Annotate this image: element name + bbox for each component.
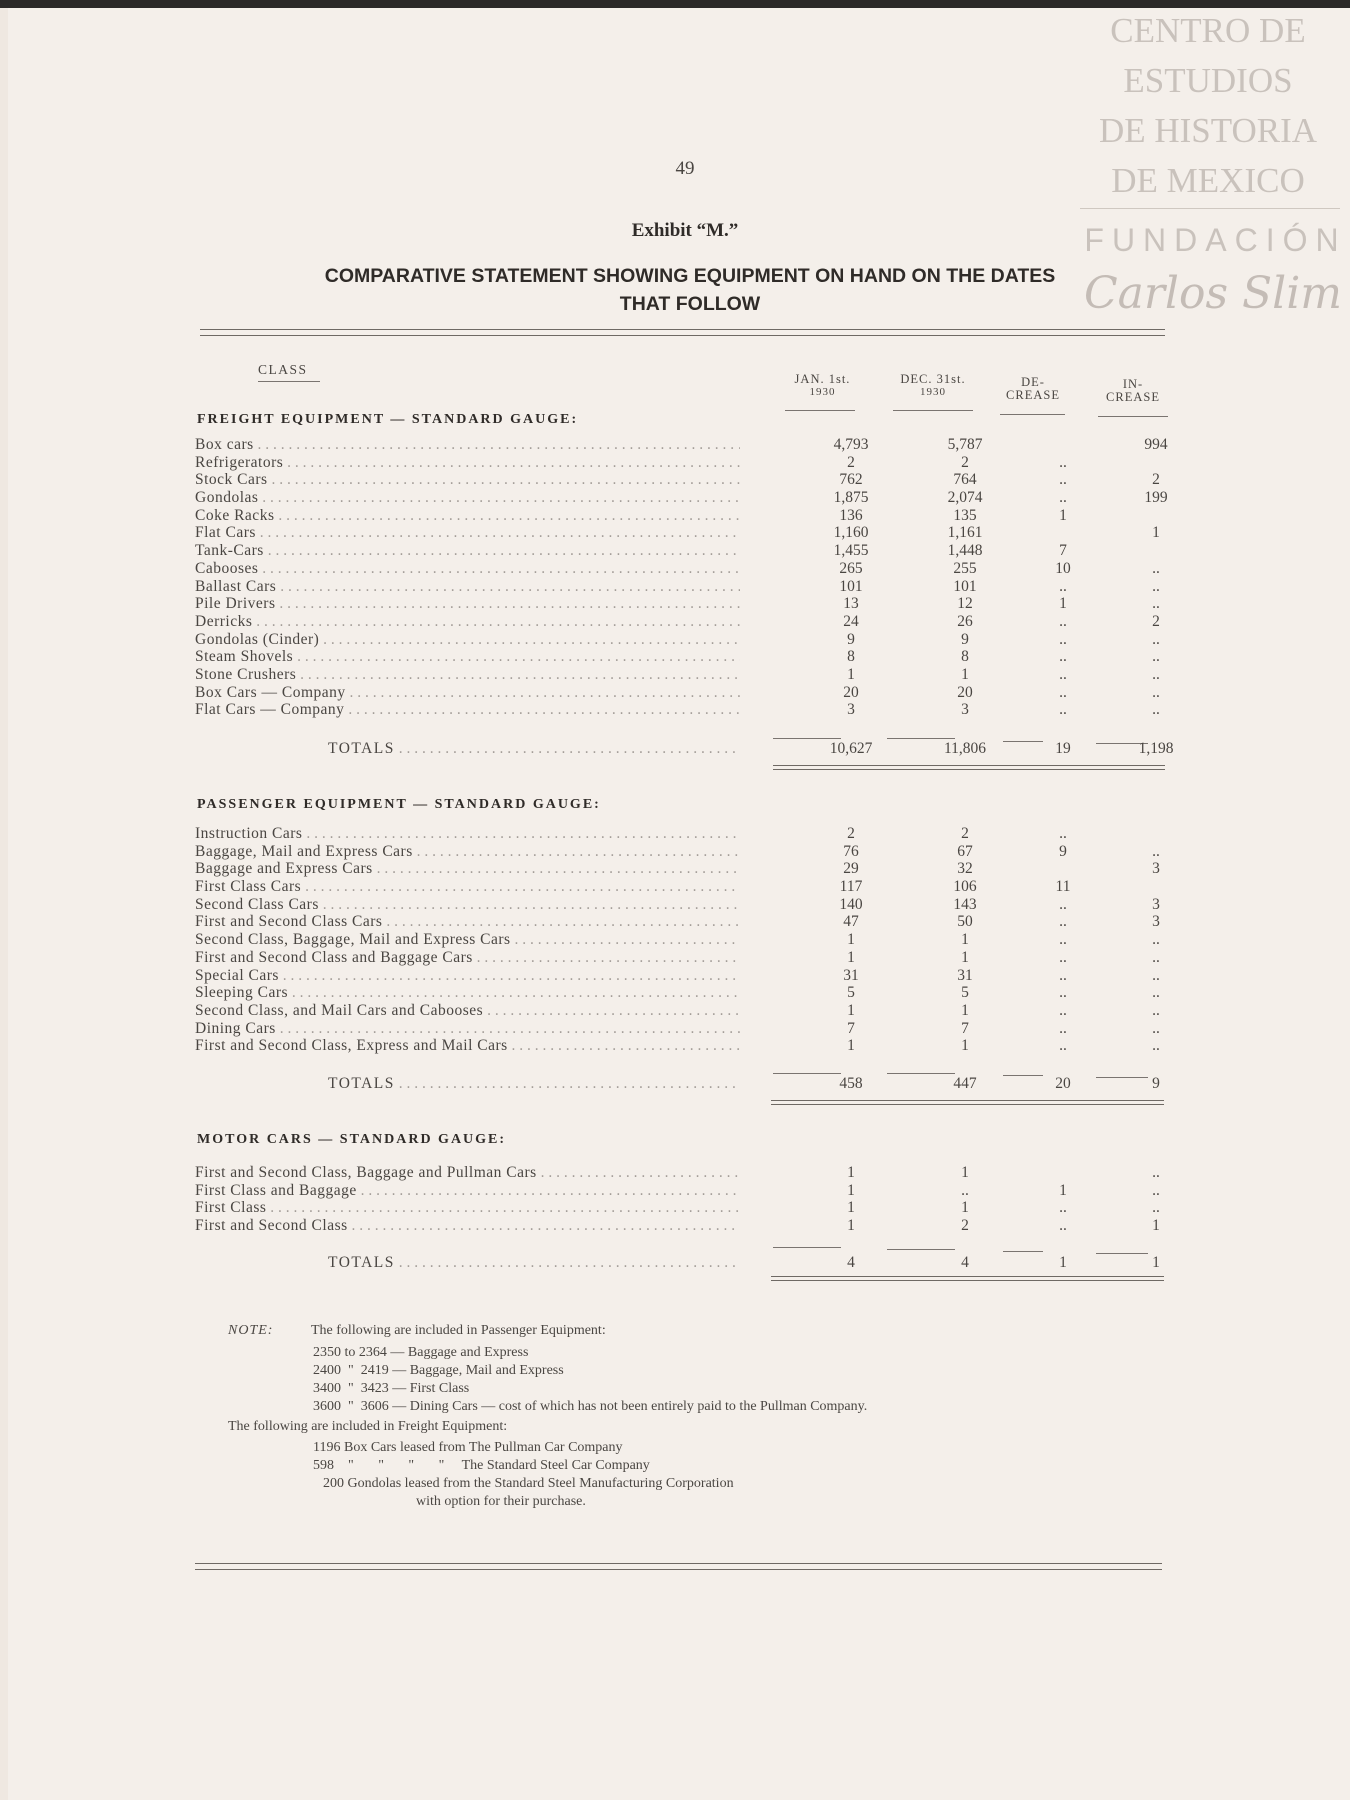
freight-totals-double-rule (773, 765, 1165, 770)
jan-value: 3 (847, 701, 855, 719)
section-heading-passenger: PASSENGER EQUIPMENT — STANDARD GAUGE: (197, 797, 601, 812)
dec-underline (893, 410, 973, 411)
decrease-value: .. (1059, 1217, 1067, 1235)
dec-value: 50 (957, 913, 973, 931)
dec-value: 1 (961, 1001, 969, 1019)
row-label: Flat Cars — Company . . . (195, 701, 740, 719)
row-label: Second Class, and Mail Cars and Cabooses . . . (195, 1002, 740, 1020)
decrease-value: .. (1059, 1019, 1067, 1037)
row-label: Baggage and Express Cars . . . (195, 860, 740, 878)
exhibit-label: Exhibit “M.” (631, 220, 739, 241)
total-dec: 11,806 (943, 740, 987, 757)
jan-value: 13 (843, 595, 859, 613)
table-row (195, 454, 1180, 472)
table-row (195, 631, 1180, 649)
passenger-totals-row (195, 1075, 1180, 1097)
decrease-value: 9 (1059, 842, 1067, 860)
title-line: THAT FOLLOW (619, 293, 761, 315)
increase-value: .. (1152, 648, 1160, 666)
note-freight-line: 1196 Box Cars leased from The Pullman Car Company (313, 1440, 623, 1455)
row-label: Stock Cars . . . (195, 471, 740, 489)
column-header-dec-year: 1930 (920, 386, 946, 398)
increase-value: 1 (1152, 1217, 1160, 1235)
increase-value: .. (1152, 630, 1160, 648)
dec-value: 32 (957, 860, 973, 878)
table-row (195, 489, 1180, 507)
note-intro: The following are included in Passenger Equipment: (311, 1323, 606, 1338)
jan-value: 76 (843, 842, 859, 860)
table-row (195, 1199, 1180, 1217)
column-header-jan-label: JAN. 1st. (794, 372, 851, 386)
dec-value: 2 (961, 825, 969, 842)
table-row (195, 524, 1180, 542)
table-row (195, 1164, 1180, 1182)
row-label: Steam Shovels . . . (195, 648, 740, 666)
dec-value: 101 (953, 577, 977, 595)
dec-value: 1 (961, 665, 969, 683)
decrease-value: .. (1059, 648, 1067, 666)
row-label: Refrigerators . . . (195, 454, 740, 472)
table-row (195, 949, 1180, 967)
jan-value: 20 (843, 683, 859, 701)
decrease-value: 1 (1059, 595, 1067, 613)
decrease-value: .. (1059, 966, 1067, 984)
increase-value: .. (1152, 948, 1160, 966)
header-double-rule (200, 329, 1165, 336)
decrease-value: .. (1059, 1199, 1067, 1217)
row-label: Ballast Cars . . . (195, 578, 740, 596)
jan-value: 1 (847, 1199, 855, 1217)
total-jan: 10,627 (829, 740, 873, 757)
row-label: Tank-Cars . . . (195, 542, 740, 560)
jan-value: 8 (847, 648, 855, 666)
dec-value: 5 (961, 984, 969, 1002)
row-label: Special Cars . . . (195, 967, 740, 985)
decrease-value: .. (1059, 984, 1067, 1002)
row-label: Sleeping Cars . . . (195, 984, 740, 1002)
dec-value: 1,448 (947, 542, 983, 560)
section-heading-freight: FREIGHT EQUIPMENT — STANDARD GAUGE: (197, 412, 579, 427)
row-label: Instruction Cars . . . (195, 825, 740, 843)
dec-value: 26 (957, 612, 973, 630)
column-header-dec-label: DEC. 31st. (900, 372, 966, 386)
column-header-decrease-line: CREASE (1006, 388, 1060, 402)
table-row (195, 1217, 1180, 1235)
motor-subtotal-rule (1003, 1251, 1043, 1252)
column-header-increase (1093, 378, 1173, 404)
row-label: Stone Crushers . . . (195, 666, 740, 684)
table-row (195, 560, 1180, 578)
row-label: Box Cars — Company . . . (195, 684, 740, 702)
motor-subtotal-rule (887, 1249, 955, 1250)
jan-value: 24 (843, 612, 859, 630)
dec-value: 12 (957, 595, 973, 613)
passenger-totals-double-rule (771, 1100, 1164, 1105)
table-row (195, 701, 1180, 719)
jan-value: 1 (847, 1037, 855, 1055)
increase-value: 2 (1152, 471, 1160, 489)
jan-value: 1 (847, 665, 855, 683)
jan-value: 265 (839, 559, 863, 577)
jan-value: 4,793 (833, 436, 869, 453)
dec-value: 1 (961, 1037, 969, 1055)
table-row (195, 825, 1180, 843)
row-label: First Class Cars . . . (195, 878, 740, 896)
jan-value: 140 (839, 895, 863, 913)
decrease-value: .. (1059, 612, 1067, 630)
decrease-value: 11 (1055, 878, 1071, 896)
table-row (195, 913, 1180, 931)
note-passenger-line: 2400 " 2419 — Baggage, Mail and Express (313, 1363, 564, 1378)
row-label: First and Second Class, Express and Mail Cars . . . (195, 1037, 740, 1055)
jan-value: 117 (839, 878, 863, 896)
jan-value: 7 (847, 1019, 855, 1037)
dec-value: 2,074 (947, 489, 983, 507)
row-label: First and Second Class, Baggage and Pullman Cars . . . (195, 1164, 740, 1182)
jan-value: 1,455 (833, 542, 869, 560)
note-freight-line: with option for their purchase. (416, 1494, 586, 1509)
page-number: 49 (675, 158, 695, 179)
row-label: Pile Drivers . . . (195, 595, 740, 613)
dec-value: 9 (961, 630, 969, 648)
row-label: Box cars . . . (195, 436, 740, 454)
decrease-value: .. (1059, 630, 1067, 648)
freight-rows (195, 436, 1180, 719)
row-label: Gondolas (Cinder) . . . (195, 631, 740, 649)
decrease-value: 1 (1059, 506, 1067, 524)
table-row (195, 648, 1180, 666)
decrease-value: .. (1059, 1037, 1067, 1055)
increase-value: .. (1152, 984, 1160, 1002)
row-label: Gondolas . . . (195, 489, 740, 507)
decrease-underline (1000, 414, 1065, 415)
increase-value: .. (1152, 683, 1160, 701)
total-increase: 9 (1152, 1075, 1160, 1092)
dec-value: 3 (961, 701, 969, 719)
table-row (195, 843, 1180, 861)
table-row (195, 1002, 1180, 1020)
table-row (195, 436, 1180, 454)
note-passenger-line: 2350 to 2364 — Baggage and Express (313, 1345, 529, 1360)
table-row (195, 1020, 1180, 1038)
motor-subtotal-rule (773, 1247, 841, 1248)
decrease-value: .. (1059, 453, 1067, 471)
total-increase: 1 (1152, 1254, 1160, 1271)
dec-value: 255 (953, 559, 977, 577)
total-decrease: 20 (1055, 1075, 1071, 1092)
decrease-value: .. (1059, 1001, 1067, 1019)
passenger-rows (195, 825, 1180, 1055)
jan-value: 1 (847, 948, 855, 966)
dec-value: 7 (961, 1019, 969, 1037)
page-title (200, 262, 1180, 318)
decrease-value: .. (1059, 913, 1067, 931)
table-row (195, 984, 1180, 1002)
table-row (195, 967, 1180, 985)
row-label: Flat Cars . . . (195, 524, 740, 542)
total-decrease: 19 (1055, 740, 1071, 757)
watermark-fundacion: FUNDACIÓN (1084, 222, 1347, 258)
motor-totals-double-rule (771, 1276, 1164, 1281)
dec-value: 20 (957, 683, 973, 701)
table-row (195, 896, 1180, 914)
title-line: COMPARATIVE STATEMENT SHOWING EQUIPMENT ON HAND ON THE DATES (324, 265, 1056, 287)
watermark-text (1083, 6, 1333, 206)
increase-value: .. (1152, 665, 1160, 683)
dec-value: 1 (961, 1164, 969, 1181)
section-heading-motor: MOTOR CARS — STANDARD GAUGE: (197, 1132, 507, 1147)
row-label: First and Second Class Cars . . . (195, 913, 740, 931)
row-label: First Class and Baggage . . . (195, 1182, 740, 1200)
row-label: First Class . . . (195, 1199, 740, 1217)
dec-value: 8 (961, 648, 969, 666)
column-header-increase-line: CREASE (1106, 390, 1160, 404)
table-row (195, 507, 1180, 525)
jan-value: 762 (839, 471, 863, 489)
increase-value: .. (1152, 931, 1160, 949)
totals-label: TOTALS . . . (328, 1254, 740, 1272)
watermark-line: DE HISTORIA (1098, 111, 1318, 150)
passenger-subtotal-rule (773, 1073, 841, 1074)
dec-value: 1 (961, 931, 969, 949)
column-header-jan (780, 373, 865, 399)
decrease-value: .. (1059, 577, 1067, 595)
note-freight-intro: The following are included in Freight Equipment: (228, 1419, 508, 1434)
motor-rows (195, 1164, 1180, 1235)
decrease-value: 1 (1059, 1181, 1067, 1199)
jan-value: 31 (843, 966, 859, 984)
increase-value: 2 (1152, 612, 1160, 630)
increase-value: .. (1152, 1037, 1160, 1055)
increase-value: .. (1152, 842, 1160, 860)
note-label: NOTE: (228, 1323, 274, 1338)
jan-value: 1 (847, 1001, 855, 1019)
decrease-value: 10 (1055, 559, 1071, 577)
decrease-value: .. (1059, 489, 1067, 507)
jan-value: 5 (847, 984, 855, 1002)
decrease-value: .. (1059, 683, 1067, 701)
table-row (195, 1037, 1180, 1055)
watermark-line: CENTRO DE (1110, 11, 1306, 50)
table-row (195, 613, 1180, 631)
passenger-subtotal-rule (887, 1073, 955, 1074)
dec-value: 2 (961, 453, 969, 471)
decrease-value: .. (1059, 825, 1067, 842)
increase-value: 1 (1152, 524, 1160, 542)
row-label: Second Class Cars . . . (195, 896, 740, 914)
decrease-value: .. (1059, 701, 1067, 719)
dec-value: 143 (953, 895, 977, 913)
column-header-dec (888, 373, 978, 399)
jan-value: 9 (847, 630, 855, 648)
table-row (195, 878, 1180, 896)
dec-value: 1,161 (947, 524, 983, 542)
increase-value: 3 (1152, 895, 1160, 913)
note-freight-line: 200 Gondolas leased from the Standard Steel Manufacturing Corporation (323, 1476, 734, 1491)
jan-value: 101 (839, 577, 863, 595)
column-header-class: CLASS (258, 362, 308, 377)
row-label: First and Second Class and Baggage Cars . . . (195, 949, 740, 967)
notes-block (228, 1322, 1128, 1522)
note-passenger-line: 3400 " 3423 — First Class (313, 1381, 470, 1396)
dec-value: .. (961, 1181, 969, 1199)
row-label: Second Class, Baggage, Mail and Express Cars . . . (195, 931, 740, 949)
watermark-signature: Carlos Slim (1083, 268, 1343, 319)
watermark-divider (1080, 208, 1340, 209)
column-header-decrease (993, 376, 1073, 402)
increase-value: .. (1152, 577, 1160, 595)
decrease-value: .. (1059, 948, 1067, 966)
jan-value: 2 (847, 825, 855, 842)
freight-totals-row (195, 740, 1180, 762)
row-label: Derricks . . . (195, 613, 740, 631)
row-label: Baggage, Mail and Express Cars . . . (195, 843, 740, 861)
jan-value: 47 (843, 913, 859, 931)
table-row (195, 1182, 1180, 1200)
table-row (195, 542, 1180, 560)
increase-value: .. (1152, 1001, 1160, 1019)
table-row (195, 931, 1180, 949)
freight-subtotal-rule (887, 738, 955, 739)
total-jan: 458 (839, 1075, 863, 1092)
increase-value: 3 (1152, 913, 1160, 931)
jan-value: 1 (847, 1181, 855, 1199)
jan-value: 29 (843, 860, 859, 878)
total-dec: 447 (953, 1075, 977, 1092)
total-jan: 4 (847, 1254, 855, 1271)
increase-value: .. (1152, 595, 1160, 613)
dec-value: 2 (961, 1217, 969, 1235)
totals-label: TOTALS . . . (328, 740, 740, 758)
jan-value: 1 (847, 931, 855, 949)
increase-value: 199 (1144, 489, 1168, 507)
note-passenger-line: 3600 " 3606 — Dining Cars — cost of which has not been entirely paid to the Pullman Company. (313, 1399, 868, 1414)
total-dec: 4 (961, 1254, 969, 1271)
decrease-value: .. (1059, 895, 1067, 913)
watermark-line: ESTUDIOS (1123, 61, 1293, 100)
jan-value: 1,160 (833, 524, 869, 542)
row-label: Dining Cars . . . (195, 1020, 740, 1038)
column-header-decrease-line: DE- (1021, 375, 1045, 389)
total-increase: 1,198 (1138, 740, 1174, 757)
table-row (195, 860, 1180, 878)
dec-value: 764 (953, 471, 977, 489)
note-freight-line: 598 " " " " The Standard Steel Car Company (313, 1458, 650, 1473)
increase-value: .. (1152, 1019, 1160, 1037)
increase-value: 994 (1144, 436, 1168, 453)
jan-value: 1 (847, 1164, 855, 1181)
column-header-jan-year: 1930 (809, 386, 836, 398)
jan-value: 1,875 (833, 489, 869, 507)
row-label: First and Second Class . . . (195, 1217, 740, 1235)
table-row (195, 666, 1180, 684)
column-header-increase-line: IN- (1122, 377, 1144, 391)
decrease-value: .. (1059, 931, 1067, 949)
freight-subtotal-rule (773, 738, 841, 739)
increase-value: 3 (1152, 860, 1160, 878)
increase-value: .. (1152, 1164, 1160, 1181)
dec-value: 5,787 (947, 436, 983, 453)
footer-double-rule (195, 1563, 1162, 1570)
row-label: Coke Racks . . . (195, 507, 740, 525)
table-row (195, 595, 1180, 613)
dec-value: 1 (961, 1199, 969, 1217)
table-row (195, 684, 1180, 702)
table-row (195, 471, 1180, 489)
increase-value: .. (1152, 559, 1160, 577)
dec-value: 31 (957, 966, 973, 984)
jan-value: 136 (839, 506, 863, 524)
increase-value: .. (1152, 966, 1160, 984)
watermark-line: DE MEXICO (1111, 161, 1305, 200)
motor-totals-row (195, 1254, 1180, 1276)
jan-underline (785, 410, 855, 411)
jan-value: 2 (847, 453, 855, 471)
dec-value: 67 (957, 842, 973, 860)
decrease-value: 7 (1059, 542, 1067, 560)
dec-value: 135 (953, 506, 977, 524)
dec-value: 106 (953, 878, 977, 896)
row-label: Cabooses . . . (195, 560, 740, 578)
increase-underline (1098, 416, 1168, 417)
total-decrease: 1 (1059, 1254, 1067, 1271)
totals-label: TOTALS . . . (328, 1075, 740, 1093)
jan-value: 1 (847, 1217, 855, 1235)
increase-value: .. (1152, 1181, 1160, 1199)
increase-value: .. (1152, 701, 1160, 719)
table-row (195, 578, 1180, 596)
class-underline (258, 381, 320, 382)
decrease-value: .. (1059, 471, 1067, 489)
increase-value: .. (1152, 1199, 1160, 1217)
decrease-value: .. (1059, 665, 1067, 683)
dec-value: 1 (961, 948, 969, 966)
